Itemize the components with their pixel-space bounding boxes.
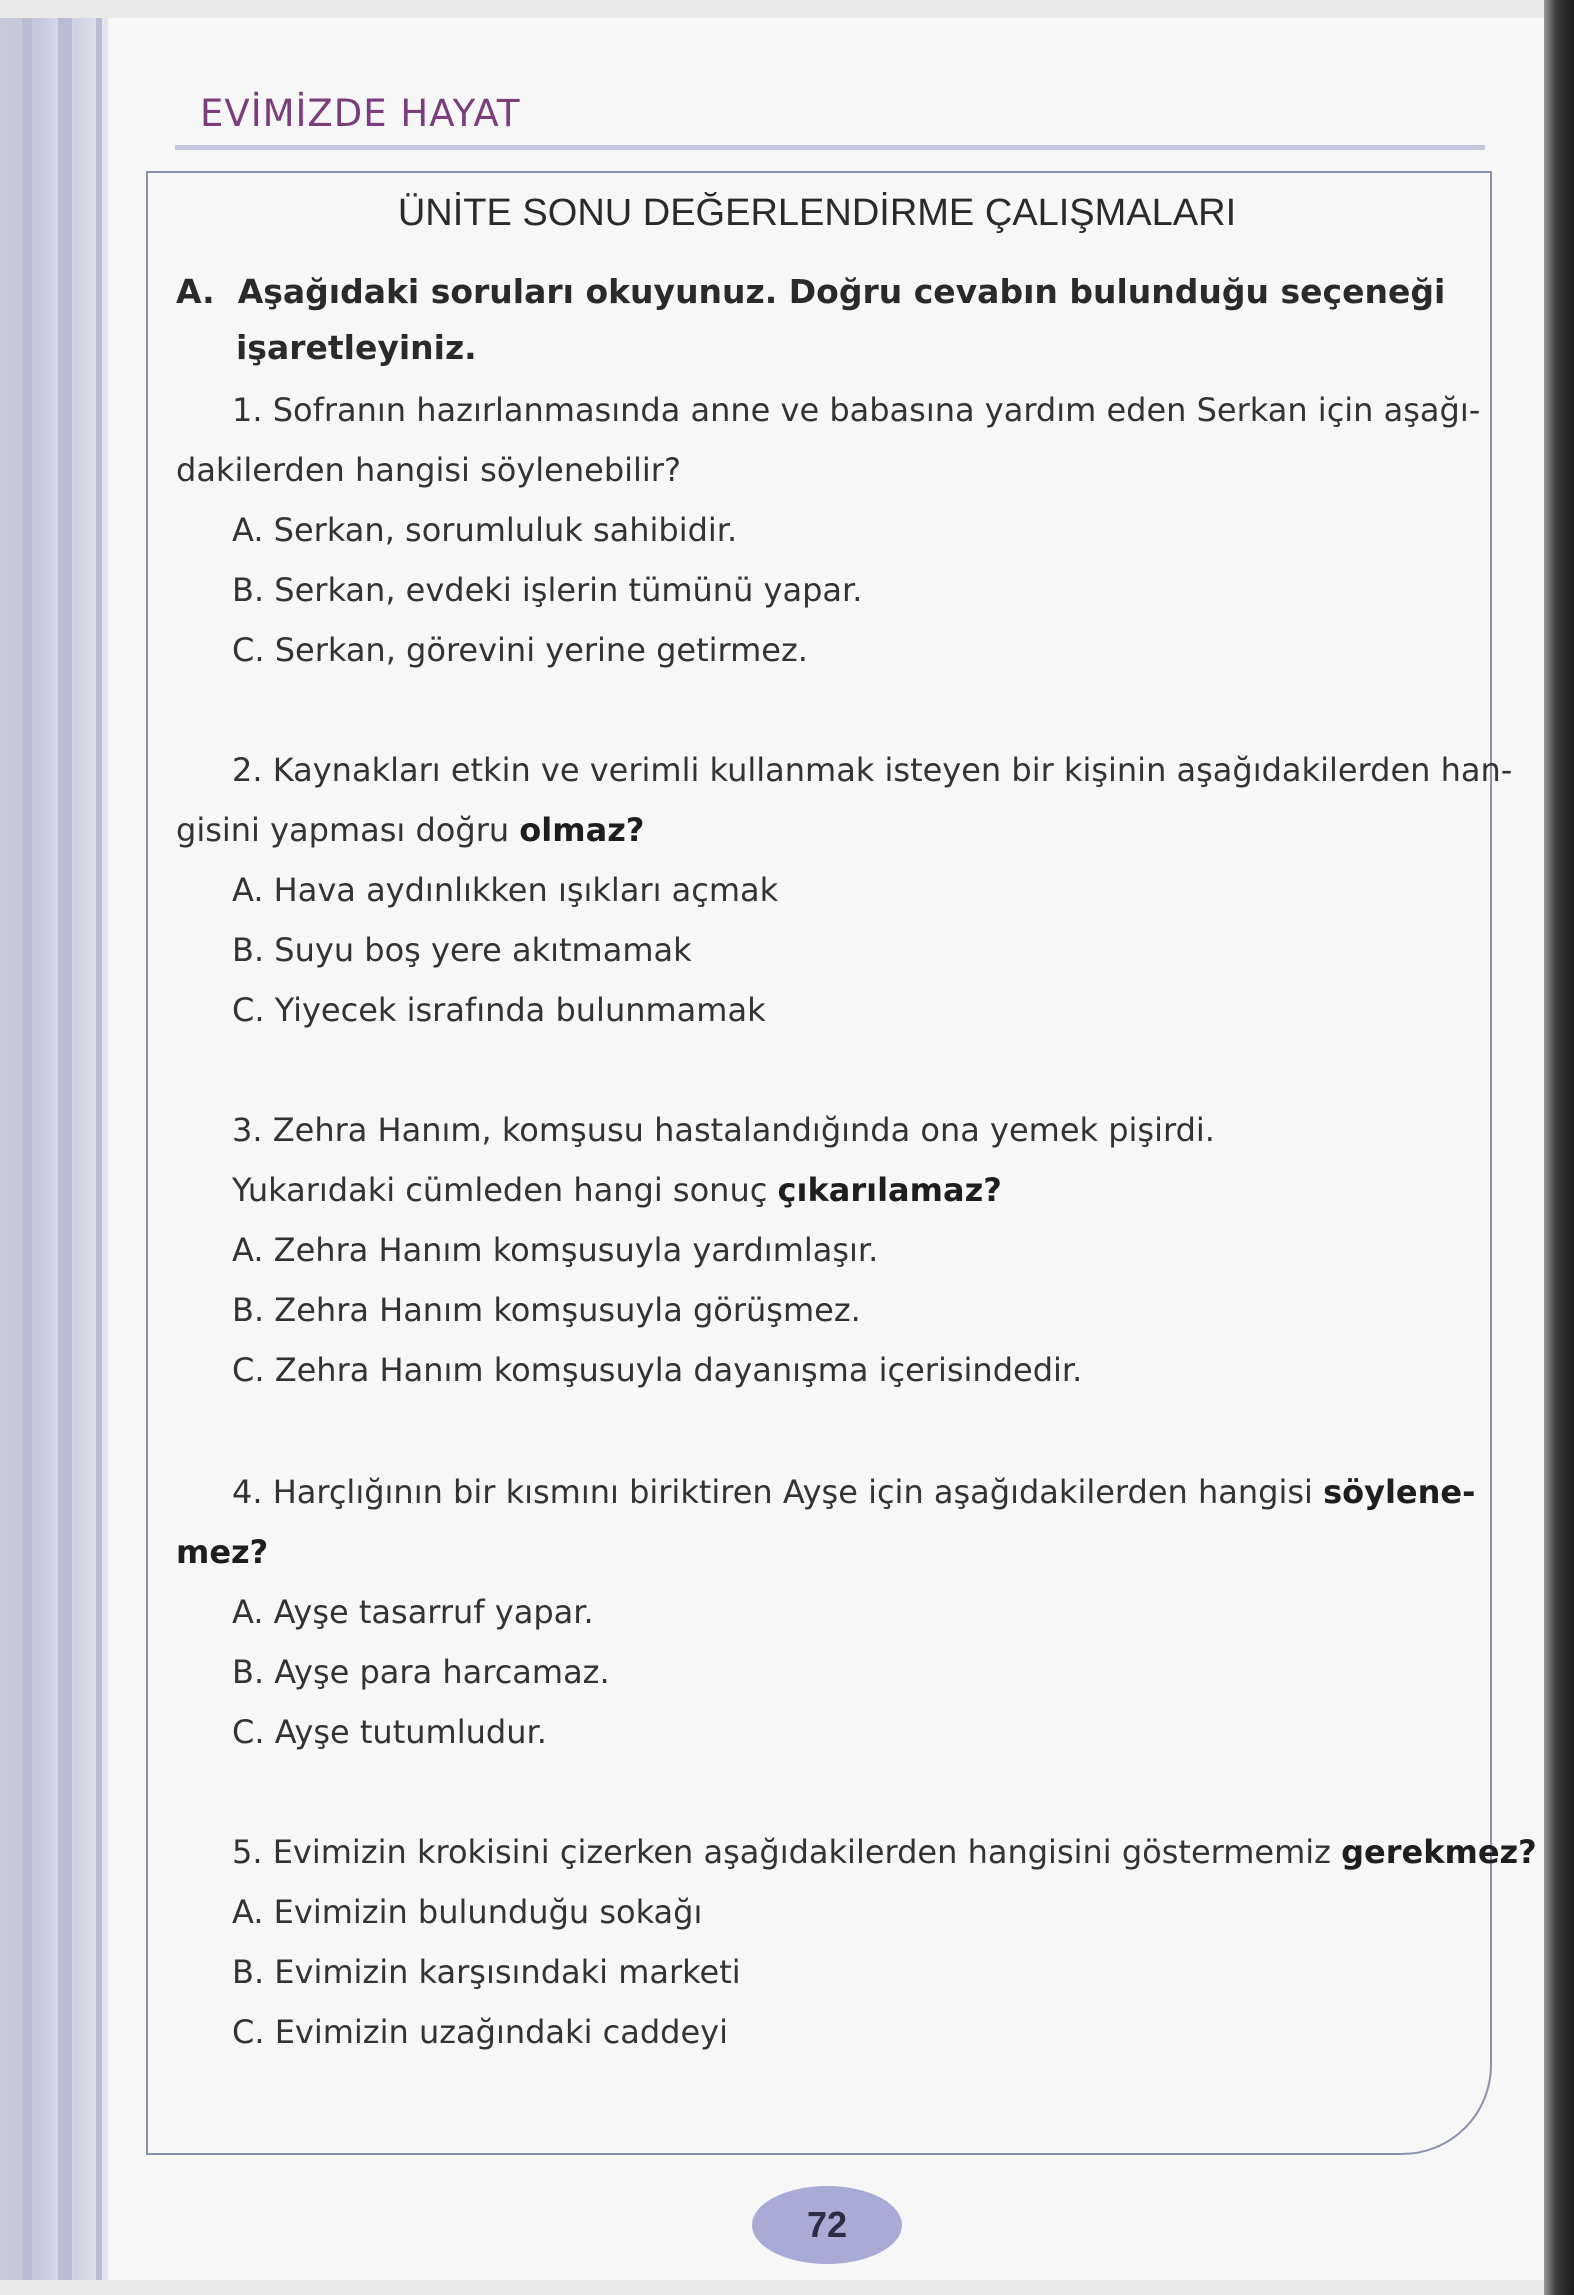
question-3-line-2	[232, 1170, 1002, 1210]
question-2-line-2	[176, 810, 644, 850]
question-4-line-2	[176, 1532, 268, 1572]
question-4-emphasis-1: söylene-	[1323, 1473, 1476, 1511]
question-3-option-a[interactable]: A. Zehra Hanım komşusuyla yardımlaşır.	[232, 1231, 879, 1269]
question-3-emphasis: çıkarılamaz?	[777, 1171, 1002, 1209]
question-4-line-1-text: 4. Harçlığının bir kısmını biriktiren Ayşe için aşağıdakilerden hangisi	[232, 1473, 1324, 1511]
question-4-option-a[interactable]: A. Ayşe tasarruf yapar.	[232, 1593, 594, 1631]
question-5-line-1	[232, 1832, 1537, 1872]
question-3-line-2-text: Yukarıdaki cümleden hangi sonuç	[232, 1171, 778, 1209]
question-2-option-c[interactable]: C. Yiyecek israfında bulunmamak	[232, 991, 766, 1029]
question-4-option-c[interactable]: C. Ayşe tutumludur.	[232, 1713, 547, 1751]
question-5-option-b[interactable]: B. Evimizin karşısındaki marketi	[232, 1953, 741, 1991]
page-number-badge	[752, 2186, 902, 2264]
question-2-emphasis: olmaz?	[519, 811, 645, 849]
question-2-line-1: 2. Kaynakları etkin ve verimli kullanmak isteyen bir kişinin aşağıdakilerden han-	[232, 751, 1513, 789]
question-2-line-2-text: gisini yapması doğru	[176, 811, 520, 849]
unit-title: ÜNİTE SONU DEĞERLENDİRME ÇALIŞMALARI	[397, 192, 1237, 234]
question-1-option-a[interactable]: A. Serkan, sorumluluk sahibidir.	[232, 511, 738, 549]
question-3-option-b[interactable]: B. Zehra Hanım komşusuyla görüşmez.	[232, 1291, 861, 1329]
question-3-option-c[interactable]: C. Zehra Hanım komşusuyla dayanışma içerisindedir.	[232, 1351, 1083, 1389]
page-number: 72	[806, 2204, 848, 2245]
section-label: A.	[176, 272, 215, 311]
question-1-line-1: 1. Sofranın hazırlanmasında anne ve babasına yardım eden Serkan için aşağı-	[232, 391, 1481, 429]
question-3-line-1: 3. Zehra Hanım, komşusu hastalandığında ona yemek pişirdi.	[232, 1111, 1215, 1149]
question-5-option-a[interactable]: A. Evimizin bulunduğu sokağı	[232, 1893, 703, 1931]
instruction-line-2: işaretleyiniz.	[236, 328, 477, 367]
question-5-line-1-text: 5. Evimizin krokisini çizerken aşağıdakilerden hangisini göstermemiz	[232, 1833, 1342, 1871]
section-instruction	[176, 272, 1445, 312]
question-1-line-2: dakilerden hangisi söylenebilir?	[176, 451, 681, 489]
question-1-option-b[interactable]: B. Serkan, evdeki işlerin tümünü yapar.	[232, 571, 863, 609]
instruction-line-1: Aşağıdaki soruları okuyunuz. Doğru cevabın bulunduğu seçeneği	[237, 272, 1446, 311]
chapter-title: EVİMİZDE HAYAT	[200, 92, 521, 135]
question-4-line-1	[232, 1472, 1475, 1512]
question-4-option-b[interactable]: B. Ayşe para harcamaz.	[232, 1653, 610, 1691]
question-5-emphasis: gerekmez?	[1341, 1833, 1537, 1871]
question-4-emphasis-2: mez?	[176, 1533, 269, 1571]
question-1-option-c[interactable]: C. Serkan, görevini yerine getirmez.	[232, 631, 808, 669]
question-2-option-a[interactable]: A. Hava aydınlıkken ışıkları açmak	[232, 871, 779, 909]
question-5-option-c[interactable]: C. Evimizin uzağındaki caddeyi	[232, 2013, 728, 2051]
question-2-option-b[interactable]: B. Suyu boş yere akıtmamak	[232, 931, 692, 969]
